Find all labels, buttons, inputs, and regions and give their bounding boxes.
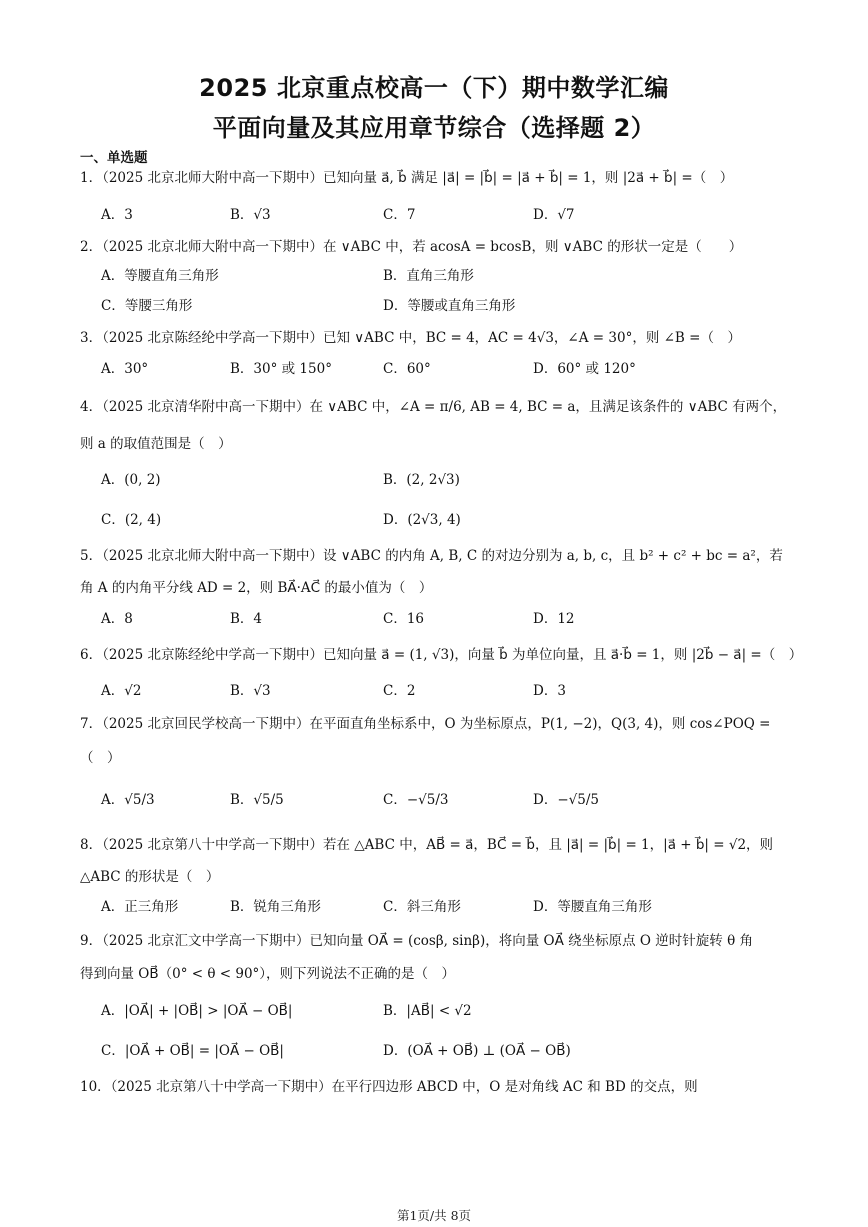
question-6-option-c: C．2 <box>383 683 416 699</box>
question-4-stem-line2: 则 a 的取值范围是（ ） <box>80 436 232 452</box>
question-9-option-a: A．|OA⃗| + |OB⃗| > |OA⃗ − OB⃗| <box>101 1003 293 1019</box>
question-6-option-d: D．3 <box>533 683 566 699</box>
question-3-stem: 3．（2025 北京陈经纶中学高一下期中）已知 ∨ABC 中，BC = 4，AC = 4√3，∠A = 30°，则 ∠B =（ ） <box>80 330 741 346</box>
question-4-stem-line1: 4．（2025 北京清华附中高一下期中）在 ∨ABC 中，∠A = π/6, AB = 4, BC = a，且满足该条件的 ∨ABC 有两个， <box>80 399 787 415</box>
question-4-option-c: C．(2, 4) <box>101 512 162 528</box>
question-9-option-b: B．|AB⃗| < √2 <box>383 1003 472 1019</box>
question-2-option-a: A．等腰直角三角形 <box>101 268 219 284</box>
question-3-option-c: C．60° <box>383 361 431 377</box>
section-heading: 一、单选题 <box>80 150 148 166</box>
question-9-option-d: D．(OA⃗ + OB⃗) ⊥ (OA⃗ − OB⃗) <box>383 1043 571 1059</box>
question-1-stem: 1．（2025 北京北师大附中高一下期中）已知向量 a⃗, b⃗ 满足 |a⃗| = |b⃗| = |a⃗ + b⃗| = 1，则 |2a⃗ + b⃗| =（ ） <box>80 170 734 186</box>
question-5-option-b: B．4 <box>230 611 263 627</box>
question-7-stem-line2: （ ） <box>80 750 121 766</box>
question-8-stem-line2: △ABC 的形状是（ ） <box>80 869 220 885</box>
question-5-option-a: A．8 <box>101 611 133 627</box>
question-3-option-b: B．30° 或 150° <box>230 361 332 377</box>
question-1-option-d: D．√7 <box>533 207 575 223</box>
question-7-option-a: A．√5/3 <box>101 792 155 808</box>
question-10-stem: 10．（2025 北京第八十中学高一下期中）在平行四边形 ABCD 中，O 是对角线 AC 和 BD 的交点，则 <box>80 1079 698 1095</box>
question-8-option-c: C．斜三角形 <box>383 899 461 915</box>
question-7-option-c: C．−√5/3 <box>383 792 449 808</box>
question-8-option-a: A．正三角形 <box>101 899 179 915</box>
question-6-option-a: A．√2 <box>101 683 142 699</box>
doc-title-line2: 平面向量及其应用章节综合（选择题 2） <box>212 114 656 142</box>
question-5-option-d: D．12 <box>533 611 575 627</box>
question-2-option-d: D．等腰或直角三角形 <box>383 298 516 314</box>
question-8-option-b: B．锐角三角形 <box>230 899 321 915</box>
question-9-stem-line2: 得到向量 OB⃗（0° < θ < 90°），则下列说法不正确的是（ ） <box>80 966 456 982</box>
question-5-option-c: C．16 <box>383 611 425 627</box>
question-6-option-b: B．√3 <box>230 683 271 699</box>
question-7-option-b: B．√5/5 <box>230 792 284 808</box>
page-footer: 第1页/共 8页 <box>396 1208 472 1223</box>
question-1-option-b: B．√3 <box>230 207 271 223</box>
question-2-option-b: B．直角三角形 <box>383 268 474 284</box>
question-9-stem-line1: 9．（2025 北京汇文中学高一下期中）已知向量 OA⃗ = (cosβ, sinβ)，将向量 OA⃗ 绕坐标原点 O 逆时针旋转 θ 角 <box>80 933 754 949</box>
question-5-stem-line1: 5．（2025 北京北师大附中高一下期中）设 ∨ABC 的内角 A, B, C 的对边分别为 a, b, c，且 b² + c² + bc = a²，若 <box>80 548 783 564</box>
question-1-option-a: A．3 <box>101 207 133 223</box>
question-8-stem-line1: 8．（2025 北京第八十中学高一下期中）若在 △ABC 中，AB⃗ = a⃗，BC⃗ = b⃗，且 |a⃗| = |b⃗| = 1，|a⃗ + b⃗| = √2，则 <box>80 837 774 853</box>
question-6-stem: 6．（2025 北京陈经纶中学高一下期中）已知向量 a⃗ = (1, √3)，向量 b⃗ 为单位向量，且 a⃗·b⃗ = 1，则 |2b⃗ − a⃗| =（ ） <box>80 647 803 663</box>
question-9-option-c: C．|OA⃗ + OB⃗| = |OA⃗ − OB⃗| <box>101 1043 284 1059</box>
question-4-option-a: A．(0, 2) <box>101 472 161 488</box>
question-5-stem-line2: 角 A 的内角平分线 AD = 2，则 BA⃗·AC⃗ 的最小值为（ ） <box>80 580 433 596</box>
doc-title-line1: 2025 北京重点校高一（下）期中数学汇编 <box>199 74 669 102</box>
question-4-option-b: B．(2, 2√3) <box>383 472 460 488</box>
question-1-option-c: C．7 <box>383 207 416 223</box>
question-4-option-d: D．(2√3, 4) <box>383 512 461 528</box>
question-7-option-d: D．−√5/5 <box>533 792 599 808</box>
question-2-stem: 2．（2025 北京北师大附中高一下期中）在 ∨ABC 中，若 acosA = bcosB，则 ∨ABC 的形状一定是（ ） <box>80 239 743 255</box>
question-7-stem-line1: 7．（2025 北京回民学校高一下期中）在平面直角坐标系中，O 为坐标原点，P(1, −2)，Q(3, 4)，则 cos∠POQ = <box>80 716 771 732</box>
question-8-option-d: D．等腰直角三角形 <box>533 899 652 915</box>
question-3-option-a: A．30° <box>101 361 149 377</box>
question-2-option-c: C．等腰三角形 <box>101 298 193 314</box>
question-3-option-d: D．60° 或 120° <box>533 361 636 377</box>
